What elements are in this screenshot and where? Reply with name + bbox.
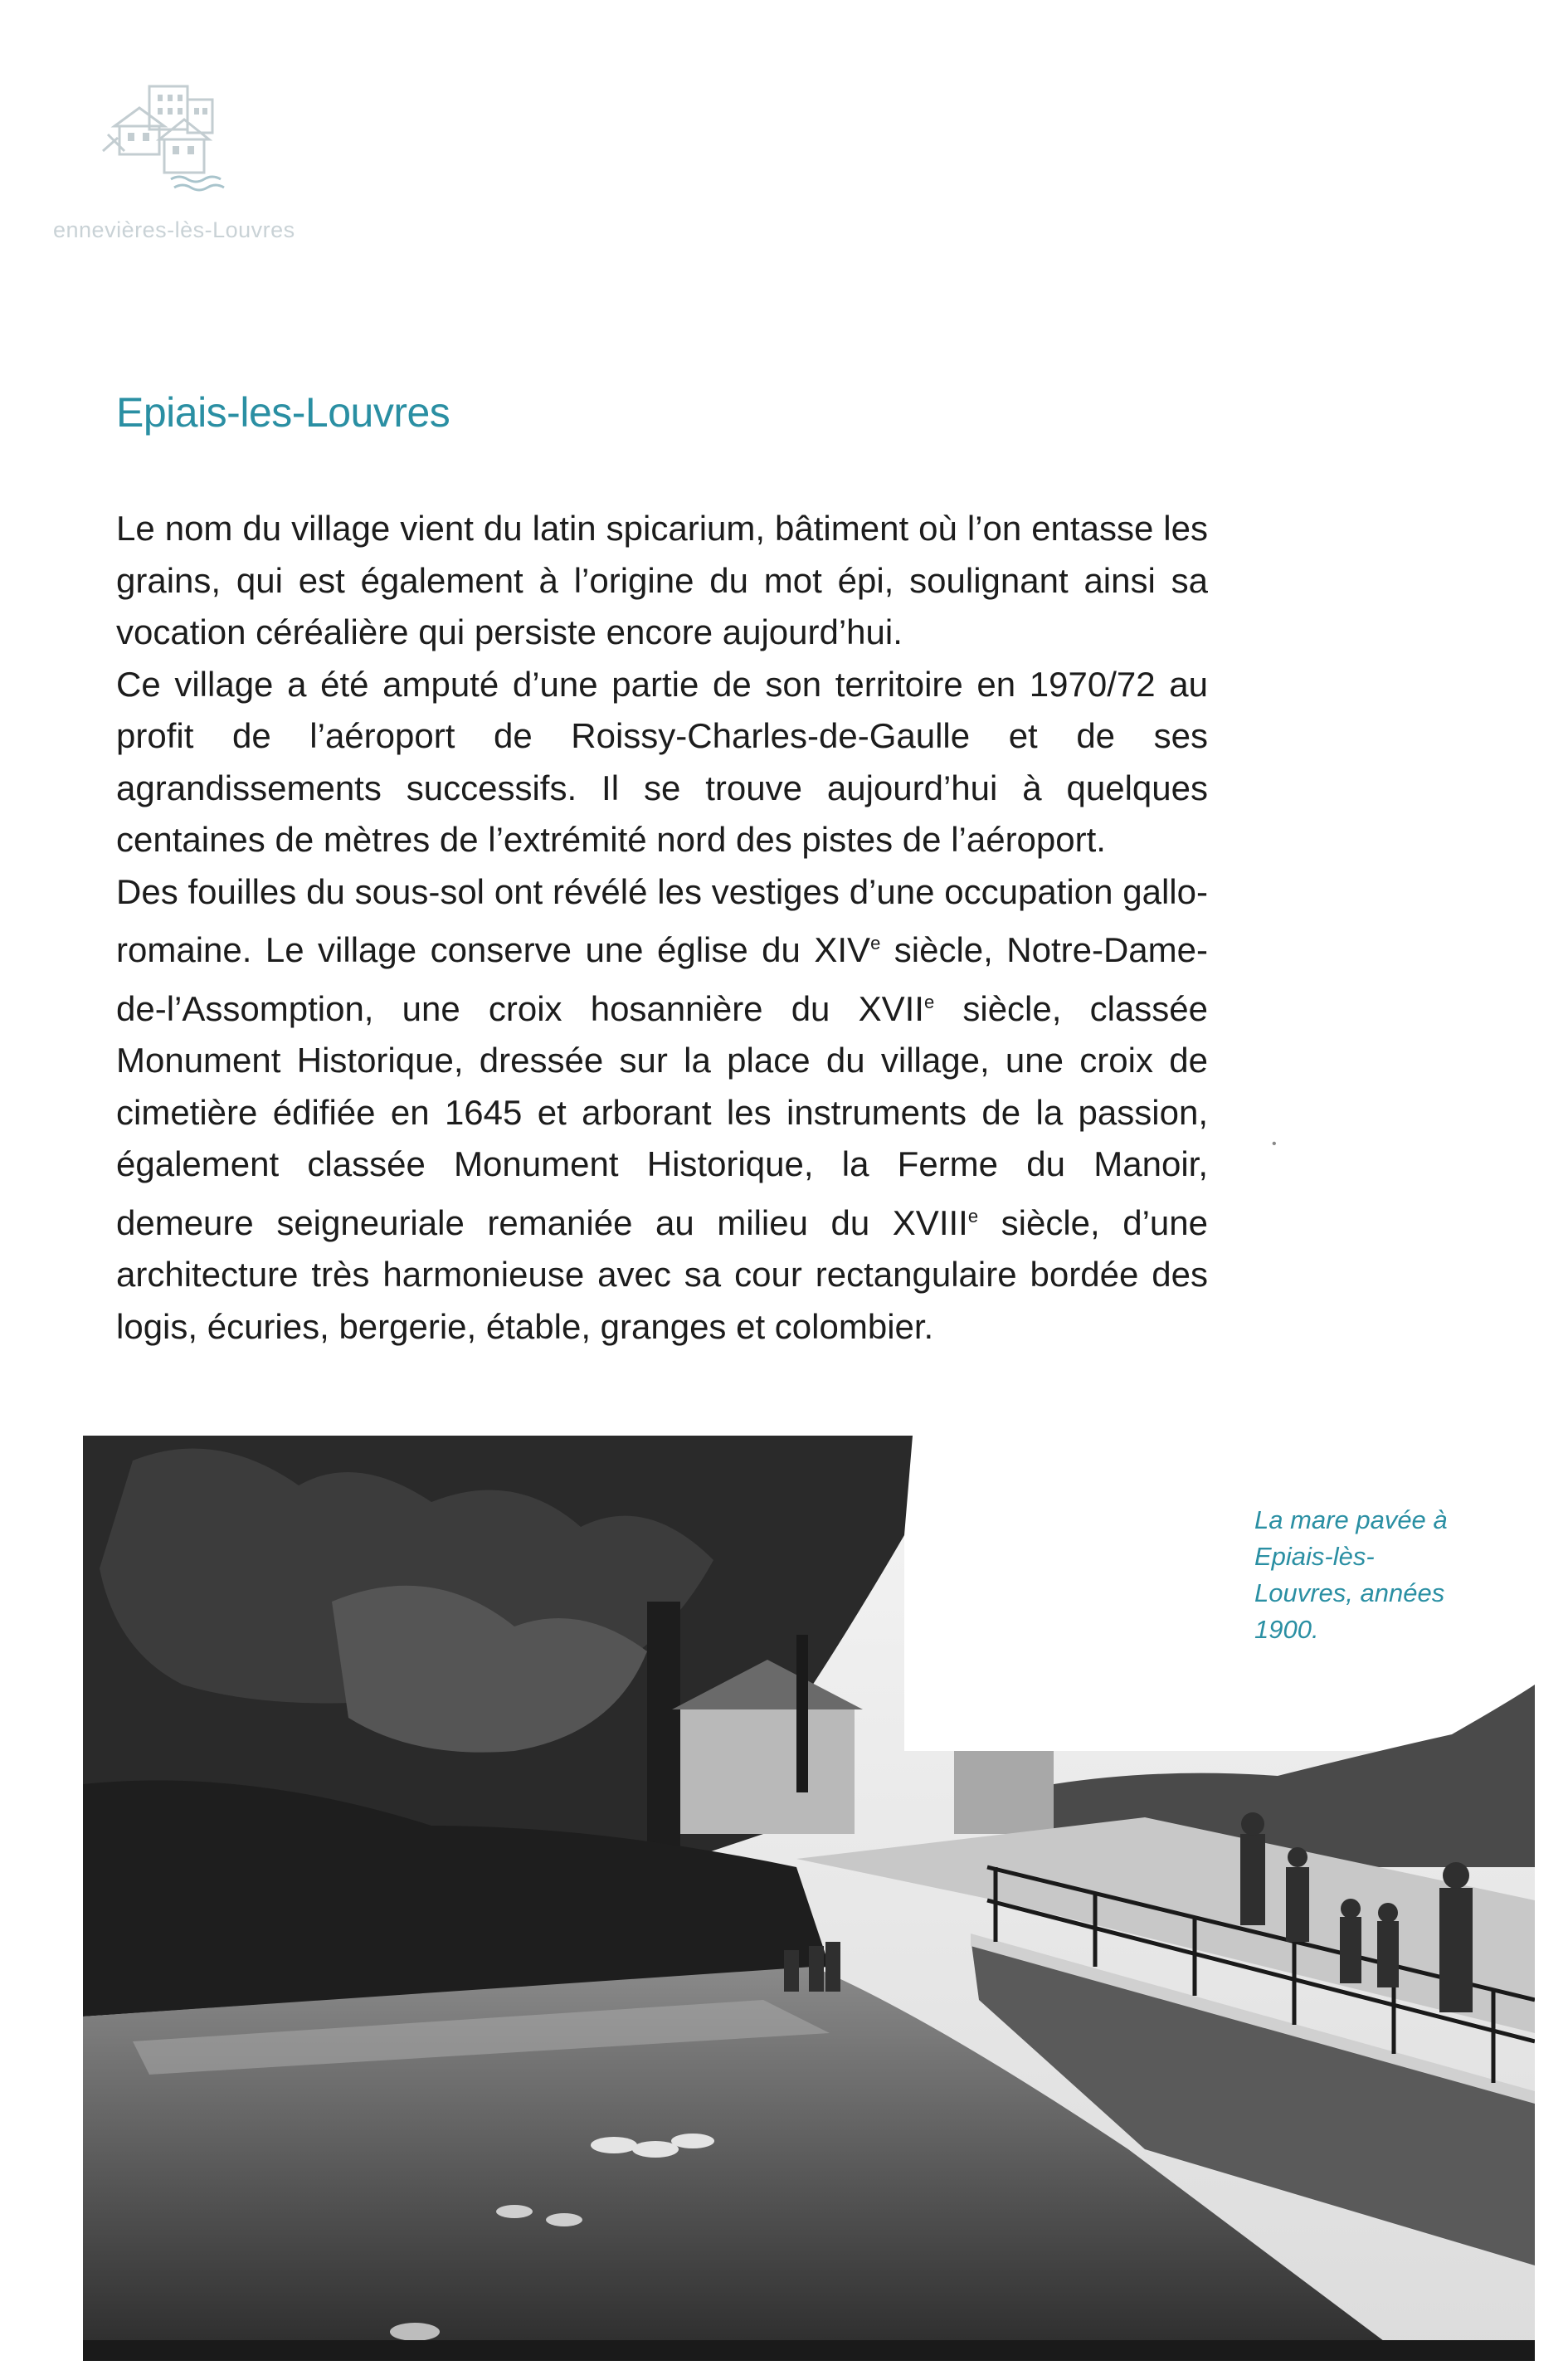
superscript-e: e [870, 933, 881, 953]
paragraph-2: Ce village a été amputé d’une partie de son territoire en 1970/72 au profit de l’aéroport de Roissy-Charles-de-Gaulle et de ses agrandissements successifs. Il se trouve aujourd’hui à quelques centaines de mètres de l’extrémité nord des pistes de l’aéroport. [116, 664, 1208, 859]
paragraph-3-part-1: Des fouilles du sous-sol ont révélé les vestiges d’une occupation gallo-romaine. Le village conserve une église du XIV [116, 871, 1208, 969]
article-body [116, 503, 1208, 1353]
paragraph-3 [116, 866, 1208, 1353]
village-houses-icon [91, 75, 249, 199]
logo-caption: ennevières-lès-Louvres [53, 217, 295, 242]
paragraph-3-part-3: siècle, classée Monument Historique, dressée sur la place du village, une croix de cimetière édifiée en 1645 et arborant les instruments de la passion, également classée Monument Historique, la Ferme du Manoir, demeure seigneuriale remaniée au milieu du XVIII [116, 988, 1208, 1242]
town-logo [91, 75, 249, 216]
scan-speck: • [1272, 1137, 1277, 1151]
superscript-e: e [923, 991, 935, 1012]
superscript-e: e [967, 1205, 979, 1227]
paragraph-3-part-4: siècle, d’une architecture très harmonieuse avec sa cour rectangulaire bordée des logis, écuries, bergerie, étable, granges et colombier. [116, 1202, 1208, 1346]
paragraph-3-part-2: siècle, Notre-Dame-de-l’Assomption, une croix hosannière du XVII [116, 930, 1208, 1028]
article-title: Epiais-les-Louvres [116, 389, 450, 436]
paragraph-1: Le nom du village vient du latin spicarium, bâtiment où l’on entasse les grains, qui est également à l’origine du mot épi, soulignant ainsi sa vocation céréalière qui persiste encore aujourd’hui. [116, 509, 1208, 651]
photo-caption: La mare pavée à Epiais-lès-Louvres, années 1900. [1254, 1505, 1448, 1644]
